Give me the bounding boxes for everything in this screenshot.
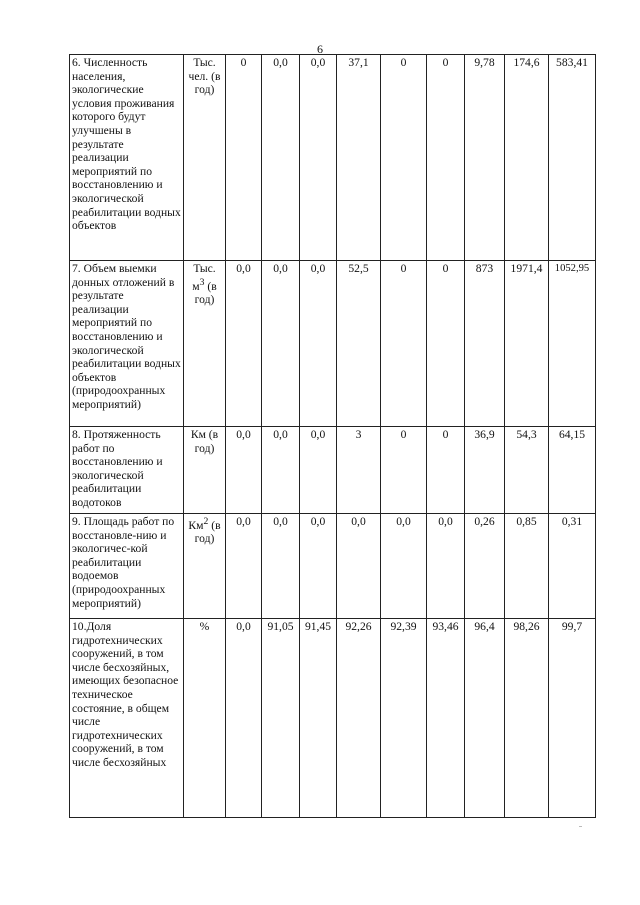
value-cell: 0,0 (381, 514, 427, 619)
value-cell: 3 (337, 427, 381, 514)
value-cell: 9,78 (465, 55, 505, 261)
value-cell: 873 (465, 261, 505, 427)
unit-superscript: 3 (199, 276, 205, 288)
value-cell: 36,9 (465, 427, 505, 514)
value-cell: 92,39 (381, 619, 427, 818)
indicator-cell: 8. Протяженность работ по восстановлению и экологической реабилитации водотоков (70, 427, 184, 514)
value-cell: 0 (427, 261, 465, 427)
value-cell: 0 (381, 427, 427, 514)
value-cell: 0,0 (226, 514, 262, 619)
value-cell: 37,1 (337, 55, 381, 261)
table-row (70, 55, 596, 261)
table-row (70, 261, 596, 427)
value-cell: 0 (427, 427, 465, 514)
page-number: 6 (317, 42, 323, 56)
value-cell: 0,0 (300, 261, 337, 427)
unit-text: Тыс. м (192, 262, 216, 293)
value-cell: 0 (226, 55, 262, 261)
value-cell: 0,0 (337, 514, 381, 619)
value-cell: 96,4 (465, 619, 505, 818)
value-cell: 0,0 (226, 261, 262, 427)
value-cell: 93,46 (427, 619, 465, 818)
value-cell: 583,41 (549, 55, 596, 261)
value-cell: 1971,4 (505, 261, 549, 427)
value-cell: 0 (381, 55, 427, 261)
value-cell: 0,0 (226, 619, 262, 818)
value-cell: 91,45 (300, 619, 337, 818)
value-cell: 0,85 (505, 514, 549, 619)
value-cell: 0,0 (427, 514, 465, 619)
indicator-cell: 6. Численность населения, экологические условия проживания которого будут улучшены в результате реализации мероприятий по восстановлению и экологической реабилитации водных объектов (70, 55, 184, 261)
value-cell: 98,26 (505, 619, 549, 818)
scan-speck (579, 826, 582, 827)
unit-superscript: 2 (203, 516, 209, 527)
unit-cell: Тыс. чел. (в год) (184, 55, 226, 261)
unit-cell: % (184, 619, 226, 818)
table-row (70, 619, 596, 818)
unit-cell: Км (в год) (184, 427, 226, 514)
value-cell: 0,0 (262, 55, 300, 261)
value-cell: 0,0 (226, 427, 262, 514)
table-row (70, 514, 596, 619)
value-cell: 0,0 (262, 427, 300, 514)
value-cell: 54,3 (505, 427, 549, 514)
value-cell: 0,0 (300, 514, 337, 619)
unit-text: (в год) (194, 518, 221, 546)
value-cell: 0,0 (300, 55, 337, 261)
unit-text: Км (188, 518, 204, 532)
value-cell: 92,26 (337, 619, 381, 818)
unit-cell (184, 514, 226, 619)
indicator-cell: 9. Площадь работ по восстановле-нию и экологичес-кой реабилитации водоемов (природоохранных мероприятий) (70, 514, 184, 619)
indicator-cell: 7. Объем выемки донных отложений в результате реализации мероприятий по восстановлению и экологической реабилитации водных объектов (природоохранных мероприятий) (70, 261, 184, 427)
value-cell: 52,5 (337, 261, 381, 427)
indicators-table (69, 54, 596, 818)
indicator-cell: 10.Доля гидротехнических сооружений, в том числе бесхозяйных, имеющих безопасное техническое состояние, в общем числе гидротехнических сооружений, в том числе бесхозяйных (70, 619, 184, 818)
value-cell: 91,05 (262, 619, 300, 818)
value-cell: 1052,95 (549, 261, 596, 427)
value-cell: 0,0 (262, 261, 300, 427)
value-cell: 0 (381, 261, 427, 427)
value-cell: 0,0 (262, 514, 300, 619)
value-cell: 0,0 (300, 427, 337, 514)
unit-cell (184, 261, 226, 427)
value-cell: 174,6 (505, 55, 549, 261)
value-cell: 0 (427, 55, 465, 261)
value-cell: 64,15 (549, 427, 596, 514)
value-cell: 0,31 (549, 514, 596, 619)
value-cell: 99,7 (549, 619, 596, 818)
unit-text: (в год) (194, 279, 217, 307)
value-cell: 0,26 (465, 514, 505, 619)
table-row (70, 427, 596, 514)
